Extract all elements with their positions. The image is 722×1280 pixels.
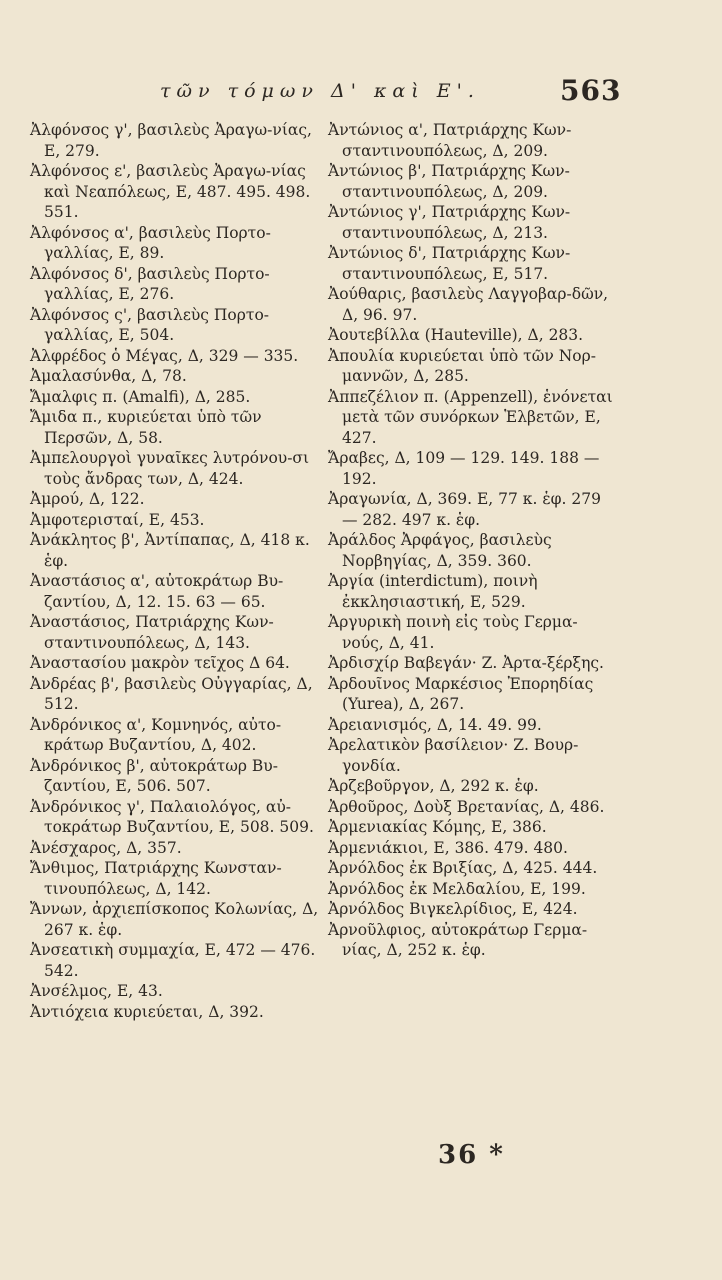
index-entry: Ἀργυρικὴ ποινὴ εἰς τοὺς Γερμα-νούς, Δ, 41.	[328, 613, 578, 652]
index-entry: Ἀνδρέας β', βασιλεὺς Οὐγγαρίας, Δ, 512.	[30, 674, 313, 713]
index-entry: Ἀνέσχαρος, Δ, 357.	[30, 838, 182, 857]
index-entry: Ἀρειανισμός, Δ, 14. 49. 99.	[328, 715, 542, 734]
index-entry: Ἀνσέλμος, Ε, 43.	[30, 982, 163, 1000]
index-entry: Ἀούθαρις, βασιλεὺς Λαγγοβαρ-δῶν, Δ, 96. 97.	[328, 285, 609, 324]
running-title: τῶν τόμων Δ' καὶ Ε'.	[160, 80, 480, 102]
index-entry: Ἀπουλία κυριεύεται ὑπὸ τῶν Νορ-μαννῶν, Δ, 285.	[328, 346, 596, 385]
index-entry: Ἄμιδα π., κυριεύεται ὑπὸ τῶν Περσῶν, Δ, 58.	[30, 408, 262, 447]
index-column-right	[328, 120, 618, 961]
index-entry: Ἄννων, ἀρχιεπίσκοπος Κολωνίας, Δ, 267 κ. ἑφ.	[30, 900, 319, 939]
index-entry: Ἀνάκλητος β', Ἀντίπαπας, Δ, 418 κ. ἑφ.	[30, 531, 310, 570]
index-entry: Ἀναστάσιος α', αὐτοκράτωρ Βυ-ζαντίου, Δ, 12. 15. 63 — 65.	[30, 572, 284, 611]
index-entry: Ἀππεζέλιον π. (Appenzell), ἑνόνεται μετὰ τῶν συνόρκων Ἑλβετῶν, Ε, 427.	[328, 387, 613, 447]
index-entry: Ἀράλδος Ἀρφάγος, βασιλεὺς Νορβηγίας, Δ, 359. 360.	[328, 531, 552, 570]
page-number: 563	[560, 74, 622, 107]
index-entry: Ἀρθοῦρος, Δοὺξ Βρετανίας, Δ, 486.	[328, 797, 605, 816]
index-entry: Ἀμρού, Δ, 122.	[30, 490, 145, 508]
index-entry: Ἀλφόνσος ε', βασιλεὺς Ἀραγω-νίας καὶ Νεαπόλεως, Ε, 487. 495. 498. 551.	[30, 162, 311, 221]
index-entry: Ἀρνόλδος ἐκ Μελδαλίου, Ε, 199.	[328, 879, 586, 898]
index-entry: Ἀραγωνία, Δ, 369. Ε, 77 κ. ἑφ. 279 — 282. 497 κ. ἑφ.	[328, 490, 601, 529]
index-entry: Ἀμπελουργοὶ γυναῖκες λυτρόνου-σι τοὺς ἄνδρας των, Δ, 424.	[30, 449, 310, 488]
index-entry: Ἀντιόχεια κυριεύεται, Δ, 392.	[30, 1002, 264, 1021]
index-entry: Ἀρνόλδος ἐκ Βριξίας, Δ, 425. 444.	[328, 859, 598, 877]
index-entry: Ἀλφόνσος ς', βασιλεὺς Πορτο-γαλλίας, Ε, 504.	[30, 305, 270, 344]
index-entry: Ἀντώνιος α', Πατριάρχης Κων-σταντινουπόλεως, Δ, 209.	[328, 121, 572, 160]
index-entry: Ἀρδισχίρ Βαβεγάν· Ζ. Ἀρτα-ξέρξης.	[328, 654, 604, 672]
index-entry: Ἀνσεατικὴ συμμαχία, Ε, 472 — 476. 542.	[30, 941, 316, 980]
index-entry: Ἀνδρόνικος γ', Παλαιολόγος, αὐ-τοκράτωρ Βυζαντίου, Ε, 508. 509.	[30, 797, 314, 836]
index-entry: Ἀρμενιάκιοι, Ε, 386. 479. 480.	[328, 838, 568, 857]
index-entry: Ἀρδουῖνος Μαρκέσιος Ἐπορηδίας (Yurea), Δ, 267.	[328, 674, 594, 713]
index-entry: Ἀρζεβοῦργον, Δ, 292 κ. ἑφ.	[328, 777, 539, 795]
index-entry: Ἀρνοῦλφιος, αὐτοκράτωρ Γερμα-νίας, Δ, 252 κ. ἑφ.	[328, 920, 588, 959]
index-entry: Ἀλφόνσος γ', βασιλεὺς Ἀραγω-νίας, Ε, 279.	[30, 121, 312, 160]
index-entry: Ἄμαλφις π. (Amalfi), Δ, 285.	[30, 387, 251, 406]
index-entry: Ἀνδρόνικος β', αὐτοκράτωρ Βυ-ζαντίου, Ε, 506. 507.	[30, 756, 278, 795]
index-entry: Ἀρνόλδος Βιγκελρίδιος, Ε, 424.	[328, 900, 578, 918]
index-entry: Ἄραβες, Δ, 109 — 129. 149. 188 — 192.	[328, 449, 600, 488]
index-entry: Ἀλφρέδος ὁ Μέγας, Δ, 329 — 335.	[30, 346, 299, 365]
index-column-left	[30, 120, 320, 1022]
index-entry: Ἀργία (interdictum), ποινὴ ἐκκλησιαστική, Ε, 529.	[328, 572, 538, 611]
index-entry: Ἀντώνιος δ', Πατριάρχης Κων-σταντινουπόλεως, Ε, 517.	[328, 244, 571, 283]
index-entry: Ἀρμενιακίας Κόμης, Ε, 386.	[328, 818, 547, 836]
index-entry: Ἀνδρόνικος α', Κομνηνός, αὐτο-κράτωρ Βυζαντίου, Δ, 402.	[30, 715, 282, 754]
index-entry: Ἀμαλασύνθα, Δ, 78.	[30, 367, 187, 385]
index-entry: Ἀμφοτερισταί, Ε, 453.	[30, 510, 205, 529]
index-entry: Ἀντώνιος β', Πατριάρχης Κων-σταντινουπόλεως, Δ, 209.	[328, 162, 570, 201]
index-entry: Ἀουτεβίλλα (Hauteville), Δ, 283.	[328, 326, 584, 344]
index-entry: Ἀρελατικὸν βασίλειον· Ζ. Βουρ-γονδία.	[328, 736, 579, 775]
index-entry: Ἄνθιμος, Πατριάρχης Κωνσταν-τινουπόλεως, Δ, 142.	[30, 859, 282, 898]
index-entry: Ἀντώνιος γ', Πατριάρχης Κων-σταντινουπόλεως, Δ, 213.	[328, 203, 571, 242]
index-entry: Ἀναστασίου μακρὸν τεῖχος Δ 64.	[30, 654, 290, 672]
index-entry: Ἀναστάσιος, Πατριάρχης Κων-σταντινουπόλεως, Δ, 143.	[30, 613, 274, 652]
index-entry: Ἀλφόνσος α', βασιλεὺς Πορτο-γαλλίας, Ε, 89.	[30, 223, 271, 262]
index-entry: Ἀλφόνσος δ', βασιλεὺς Πορτο-γαλλίας, Ε, 276.	[30, 264, 270, 303]
signature-mark: 36 *	[438, 1140, 505, 1170]
